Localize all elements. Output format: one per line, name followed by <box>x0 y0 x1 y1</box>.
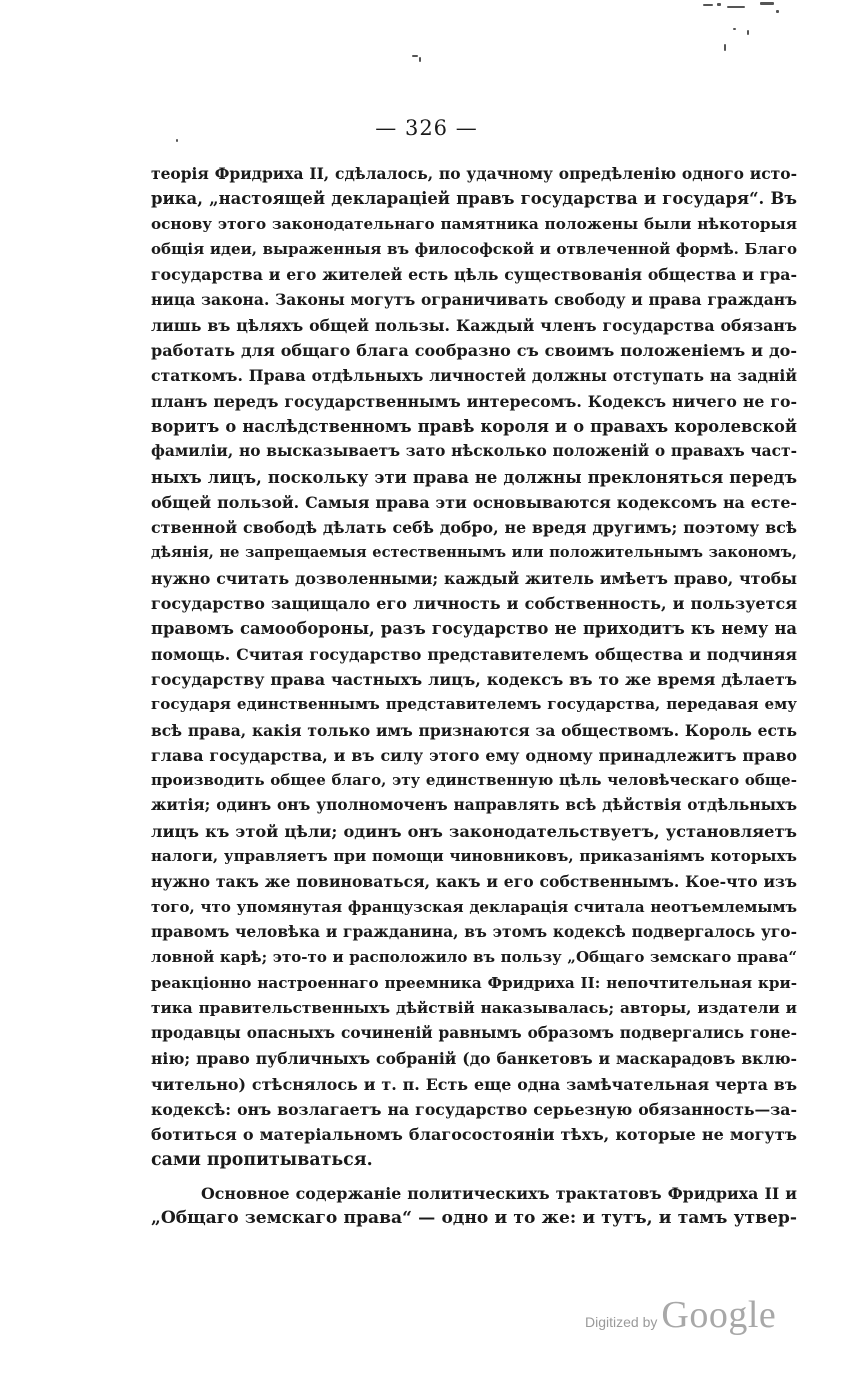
scan-speck <box>747 30 749 35</box>
text-line: тика правительственныхъ дѣйствій наказывалась; авторы, издатели и <box>151 998 797 1017</box>
text-line: лицъ къ этой цѣли; одинъ онъ законодательствуетъ, установляетъ <box>151 821 797 841</box>
text-line: ница закона. Законы могутъ ограничивать свободу и права гражданъ <box>151 290 797 310</box>
text-line: государство защищало его личность и собственность, и пользуется <box>151 594 797 614</box>
digitized-by-google-watermark <box>585 1293 776 1337</box>
text-line: фамиліи, но высказываетъ зато нѣсколько положеній о правахъ част- <box>151 442 797 461</box>
text-line: правомъ человѣка и гражданина, въ этомъ кодексѣ подвергалось уго- <box>151 922 797 941</box>
text-line: чительно) стѣснялось и т. п. Есть еще одна замѣчательная черта въ <box>151 1074 797 1094</box>
text-line: ственной свободѣ дѣлать себѣ добро, не вредя другимъ; поэтому всѣ <box>151 518 797 538</box>
text-line: ботиться о матеріальномъ благосостояніи тѣхъ, которые не могутъ <box>151 1125 797 1145</box>
text-line: ловной карѣ; это-то и расположило въ пользу „Общаго земскаго права“ <box>151 948 797 967</box>
scan-speck <box>727 6 745 8</box>
text-line: житія; одинъ онъ уполномоченъ направлять всѣ дѣйствія отдѣльныхъ <box>151 796 797 815</box>
text-line: кодексѣ: онъ возлагаетъ на государство серьезную обязанность—за- <box>151 1099 797 1119</box>
text-line: налоги, управляетъ при помощи чиновниковъ, приказаніямъ которыхъ <box>151 847 797 866</box>
text-line: ныхъ лицъ, поскольку эти права не должны преклоняться передъ <box>151 467 797 487</box>
text-line: основу этого законодательнаго памятника положены были нѣкоторыя <box>151 214 797 233</box>
text-line: продавцы опасныхъ сочиненій равнымъ образомъ подвергались гоне- <box>151 1024 797 1043</box>
google-logo: Google <box>661 1294 777 1336</box>
text-line: нужно такъ же повиноваться, какъ и его собственнымъ. Кое-что изъ <box>151 872 797 892</box>
paragraph <box>151 1181 797 1232</box>
text-line: дѣянія, не запрещаемыя естественнымъ или положительнымъ закономъ, <box>151 544 797 562</box>
text-line: общія идеи, выраженныя въ философской и отвлеченной формѣ. Благо <box>151 239 797 258</box>
text-line: воритъ о наслѣдственномъ правѣ короля и о правахъ королевской <box>151 416 797 436</box>
text-line: помощь. Считая государство представителемъ общества и подчиняя <box>151 644 797 664</box>
text-line: государства и его жителей есть цѣль существованія общества и гра- <box>151 265 797 285</box>
text-line: лишь въ цѣляхъ общей пользы. Каждый членъ государства обязанъ <box>151 315 797 335</box>
watermark-prefix: Digitized by <box>585 1314 658 1330</box>
text-line: „Общаго земскаго права“ — одно и то же: и тутъ, и тамъ утвер- <box>151 1208 797 1229</box>
text-line: теорія Фридриха II, сдѣлалось, по удачному опредѣленію одного исто- <box>151 164 797 183</box>
scan-speck <box>412 55 418 57</box>
paragraph <box>151 161 797 1173</box>
text-line: нужно считать дозволенными; каждый житель имѣетъ право, чтобы <box>151 568 797 588</box>
text-line: работать для общаго блага сообразно съ своимъ положеніемъ и до- <box>151 341 797 361</box>
text-line: Основное содержаніе политическихъ трактатовъ Фридриха II и <box>201 1183 797 1203</box>
page-number: — 326 — <box>375 116 478 140</box>
text-line: нію; право публичныхъ собраній (до банкетовъ и маскарадовъ вклю- <box>151 1049 797 1069</box>
text-line: производить общее благо, эту единственную цѣль человѣческаго обще- <box>151 771 797 790</box>
scan-speck <box>760 2 774 5</box>
text-line: государя единственнымъ представителемъ государства, передавая ему <box>151 695 797 714</box>
text-line: реакціонно настроеннаго преемника Фридриха II: непочтительная кри- <box>151 973 797 992</box>
text-line: статкомъ. Права отдѣльныхъ личностей должны отступать на задній <box>151 366 797 386</box>
scan-speck <box>724 44 726 51</box>
text-line: всѣ права, какія только имъ признаются за обществомъ. Король есть <box>151 720 797 740</box>
text-line: планъ передъ государственнымъ интересомъ. Кодексъ ничего не го- <box>151 391 797 411</box>
text-line: рика, „настоящей декларацiей правъ государства и государя“. Въ <box>151 189 797 209</box>
scan-speck <box>717 3 721 6</box>
text-line: того, что упомянутая французская декларація считала неотъемлемымъ <box>151 897 797 916</box>
scan-speck <box>733 28 736 30</box>
text-line: общей пользой. Самыя права эти основываются кодексомъ на есте- <box>151 492 797 512</box>
scan-speck <box>419 57 421 62</box>
text-line: сами пропитываться. <box>151 1149 373 1170</box>
text-line: правомъ самообороны, разъ государство не приходитъ къ нему на <box>151 619 797 639</box>
text-line: глава государства, и въ силу этого ему одному принадлежитъ право <box>151 745 797 765</box>
page-body <box>151 161 797 1231</box>
scan-speck <box>776 10 779 13</box>
text-line: государству права частныхъ лицъ, кодексъ въ то же время дѣлаетъ <box>151 669 797 689</box>
scan-speck <box>703 4 713 6</box>
